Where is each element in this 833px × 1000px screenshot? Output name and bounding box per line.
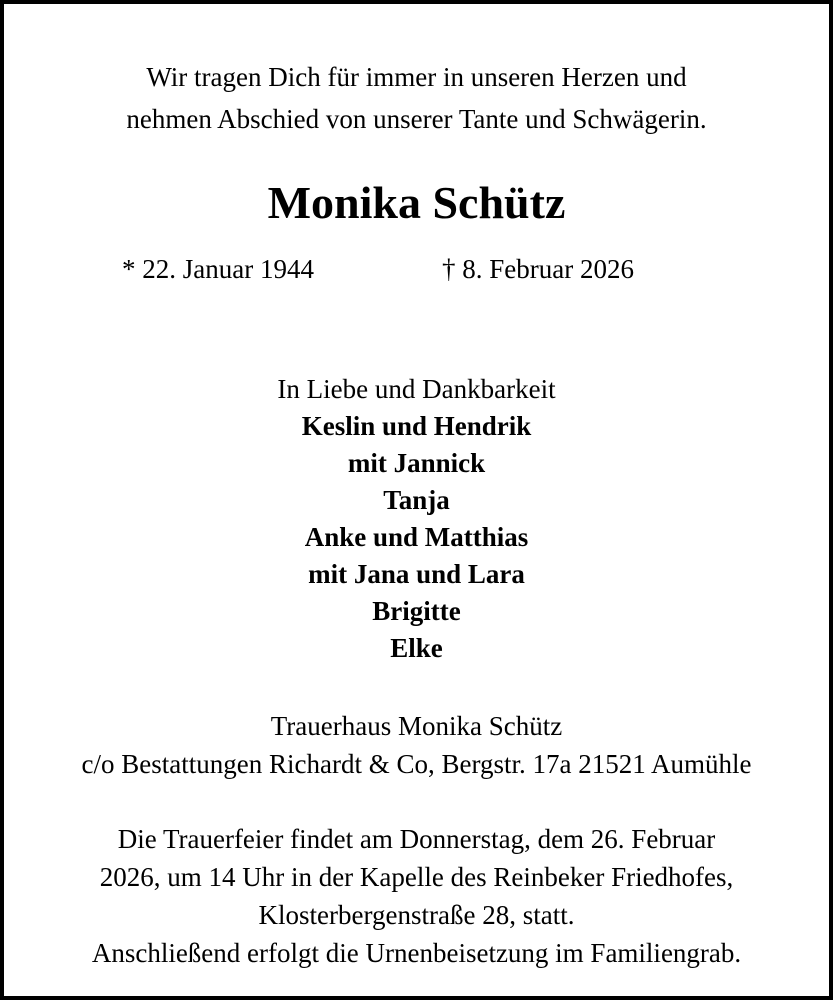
intro-line-1: Wir tragen Dich für immer in unseren Herzen und [146, 62, 687, 92]
ceremony-line-1: Die Trauerfeier findet am Donnerstag, dem 26. Februar [117, 824, 716, 854]
ceremony-line-3: Klosterbergenstraße 28, statt. [258, 900, 575, 930]
mourner-name: Anke und Matthias [304, 522, 529, 552]
birth-date: * 22. Januar 1944 [122, 254, 314, 284]
ceremony-line-4: Anschließend erfolgt die Urnenbeisetzung im Familiengrab. [91, 938, 742, 968]
mourner-name: Keslin und Hendrik [301, 411, 532, 441]
ceremony-line-2: 2026, um 14 Uhr in der Kapelle des Reinbeker Friedhofes, [99, 862, 734, 892]
address-line-2: c/o Bestattungen Richardt & Co, Bergstr. 17a 21521 Aumühle [81, 749, 752, 779]
mourner-name: Brigitte [372, 596, 461, 626]
mourners-intro: In Liebe und Dankbarkeit [277, 374, 556, 404]
death-date: † 8. Februar 2026 [442, 254, 634, 284]
intro-line-2: nehmen Abschied von unserer Tante und Schwägerin. [126, 104, 707, 134]
mourner-name: mit Jannick [347, 448, 486, 478]
address-line-1: Trauerhaus Monika Schütz [270, 711, 563, 741]
deceased-name: Monika Schütz [267, 177, 566, 228]
mourner-name: Elke [390, 633, 443, 663]
mourner-name: mit Jana und Lara [308, 559, 525, 589]
mourner-name: Tanja [383, 485, 450, 515]
